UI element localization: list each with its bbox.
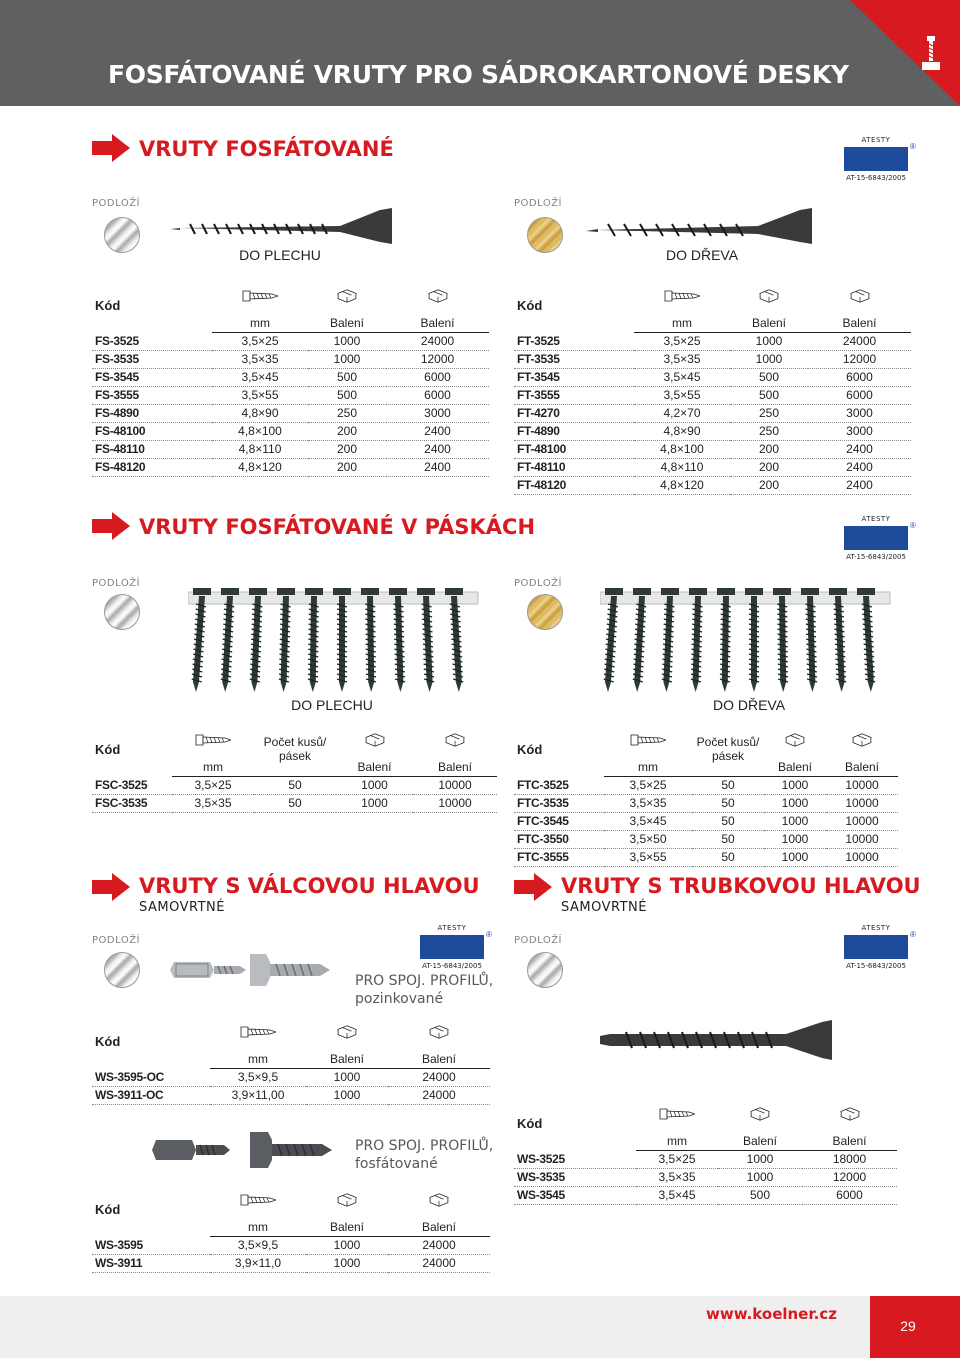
table-cell: 3,5×25 [172,776,254,794]
col-baleni: Balení [306,1218,388,1236]
table-cell: 1000 [306,1086,388,1104]
table-row [514,812,898,830]
section-arrow-icon [92,134,130,162]
table-row [514,458,911,476]
col-baleni: Balení [413,758,497,776]
box-icon [742,1106,778,1122]
table-cell: 50 [692,794,764,812]
table-row [92,1236,490,1254]
section-title: VRUTY FOSFÁTOVANÉ [139,137,394,161]
table-cell: 3000 [808,404,911,422]
product-code: FT-3525 [514,332,634,350]
product-code: FT-3535 [514,350,634,368]
table-cell: 250 [730,404,808,422]
product-code: FTC-3545 [514,812,604,830]
collated-screws-image [600,586,900,696]
table-cell: 500 [718,1186,802,1204]
table-cell: 6000 [808,368,911,386]
table-row [514,404,911,422]
left-type-label: DO PLECHU [291,697,373,713]
col-baleni: Balení [386,314,489,332]
product-table-ws-tube [514,1096,897,1205]
itb-atesty: ATESTY [861,924,891,932]
table-cell: 10000 [826,776,898,794]
table-cell: 50 [254,794,336,812]
product-table-fs [92,278,489,477]
table-cell: 1000 [308,350,386,368]
note-phosphate [355,1137,493,1173]
table-cell: 3,5×45 [634,368,730,386]
screw-image [152,1128,342,1172]
table-cell: 50 [692,830,764,848]
table-cell: 4,8×100 [634,440,730,458]
product-code: WS-3525 [514,1150,636,1168]
table-cell: 2400 [386,440,489,458]
screw-image [140,204,400,248]
table-cell: 3,5×9,5 [210,1236,306,1254]
table-row [514,1168,897,1186]
table-cell: 200 [308,458,386,476]
table-cell: 4,8×90 [212,404,308,422]
table-cell: 24000 [388,1254,490,1272]
table-cell: 3,5×55 [634,386,730,404]
carton-icon [832,1106,868,1122]
kod-header: Kód [517,297,543,313]
table-cell: 1000 [764,776,826,794]
table-cell: 1000 [764,830,826,848]
screw-icon [240,1024,276,1040]
col-mm: mm [636,1132,718,1150]
table-cell: 18000 [802,1150,897,1168]
product-table-ws-oc [92,1014,490,1105]
table-cell: 3,5×35 [634,350,730,368]
table-cell: 3,5×45 [212,368,308,386]
substrate-label: PODLOŽÍ [92,198,140,209]
col-mm: mm [634,314,730,332]
table-cell: 4,8×100 [212,422,308,440]
table-cell: 500 [730,386,808,404]
table-row [92,776,497,794]
table-cell: 3000 [386,404,489,422]
section-arrow-icon [514,873,552,901]
table-cell: 200 [730,458,808,476]
table-cell: 12000 [802,1168,897,1186]
screw-icon [242,288,278,304]
section-subtitle: SAMOVRTNÉ [561,900,647,915]
product-table-fsc [92,722,497,813]
table-row [514,368,911,386]
carton-icon [842,288,878,304]
table-cell: 1000 [336,794,413,812]
screw-icon [240,1192,276,1208]
table-cell: 3,5×35 [212,350,308,368]
substrate-label: PODLOŽÍ [514,578,562,589]
screw-image [596,1018,846,1062]
table-cell: 3,5×50 [604,830,692,848]
table-cell: 3,5×55 [604,848,692,866]
table-cell: 4,8×110 [634,458,730,476]
page-title: FOSFÁTOVANÉ VRUTY PRO SÁDROKARTONOVÉ DESKY [108,60,849,89]
col-baleni: Balení [730,314,808,332]
col-baleni: Balení [388,1218,490,1236]
box-icon [751,288,787,304]
itb-mark [844,147,908,171]
product-code: FS-3555 [92,386,212,404]
itb-logo: ATESTY AT-15-6843/2005 ® [844,515,908,565]
col-pasek: pásek [711,748,745,763]
itb-mark [844,526,908,550]
table-cell: 200 [730,476,808,494]
table-row [92,368,489,386]
product-code: FS-48120 [92,458,212,476]
table-row [514,476,911,494]
table-row [92,440,489,458]
product-code: WS-3545 [514,1186,636,1204]
table-cell: 250 [730,422,808,440]
itb-atesty: ATESTY [861,136,891,144]
table-cell: 3,9×11,0 [210,1254,306,1272]
col-pocet-kusu: Počet kusů/ [263,734,327,749]
table-cell: 10000 [826,830,898,848]
kod-header: Kód [517,1115,543,1131]
col-mm: mm [212,314,308,332]
table-cell: 3,9×11,00 [210,1086,306,1104]
table-cell: 1000 [306,1068,388,1086]
product-code: FT-48120 [514,476,634,494]
product-code: FS-3535 [92,350,212,368]
table-cell: 10000 [413,794,497,812]
table-row [514,332,911,350]
product-code: WS-3595 [92,1236,210,1254]
table-cell: 1000 [718,1150,802,1168]
table-cell: 200 [308,440,386,458]
table-cell: 3,5×45 [636,1186,718,1204]
table-cell: 3,5×25 [212,332,308,350]
itb-atesty: ATESTY [437,924,467,932]
table-row [514,386,911,404]
product-code: WS-3595-OC [92,1068,210,1086]
box-icon [777,732,813,748]
left-type-label: DO PLECHU [239,247,321,263]
right-type-label: DO DŘEVA [665,247,739,263]
page-header [0,0,960,106]
product-code: WS-3911 [92,1254,210,1272]
product-code: FS-3545 [92,368,212,386]
box-icon [357,732,393,748]
table-cell: 50 [254,776,336,794]
table-cell: 1000 [764,812,826,830]
product-code: FTC-3550 [514,830,604,848]
itb-atesty: ATESTY [861,515,891,523]
table-cell: 12000 [808,350,911,368]
product-code: FSC-3535 [92,794,172,812]
col-baleni: Balení [826,758,898,776]
table-row [92,422,489,440]
section-subtitle: SAMOVRTNÉ [139,900,225,915]
metal-substrate-icon [527,952,563,988]
table-cell: 50 [692,776,764,794]
col-pocet-kusu: Počet kusů/ [696,734,760,749]
table-cell: 4,2×70 [634,404,730,422]
col-baleni: Balení [388,1050,490,1068]
table-cell: 3,5×25 [604,776,692,794]
product-code: FT-3545 [514,368,634,386]
table-row [514,422,911,440]
table-cell: 1000 [764,794,826,812]
itb-code: AT-15-6843/2005 [846,962,906,970]
table-cell: 2400 [386,458,489,476]
table-row [514,1150,897,1168]
table-cell: 3,5×55 [212,386,308,404]
col-baleni: Balení [336,758,413,776]
table-row [92,1086,490,1104]
product-code: FTC-3535 [514,794,604,812]
table-cell: 3,5×35 [172,794,254,812]
carton-icon [420,288,456,304]
col-baleni: Balení [764,758,826,776]
col-baleni: Balení [306,1050,388,1068]
substrate-label: PODLOŽÍ [92,578,140,589]
table-cell: 50 [692,812,764,830]
product-table-ws [92,1182,490,1273]
table-cell: 10000 [826,812,898,830]
table-cell: 2400 [808,458,911,476]
note-line: PRO SPOJ. PROFILŮ, [355,973,494,989]
right-type-label: DO DŘEVA [712,697,786,713]
kod-header: Kód [95,1201,121,1217]
product-code: FTC-3555 [514,848,604,866]
table-cell: 1000 [306,1254,388,1272]
substrate-label: PODLOŽÍ [514,198,562,209]
screw-image [568,204,828,248]
table-row [92,458,489,476]
col-mm: mm [604,758,692,776]
product-code: FT-4890 [514,422,634,440]
carton-icon [437,732,473,748]
table-row [92,404,489,422]
table-cell: 2400 [386,422,489,440]
table-row [514,350,911,368]
table-row [514,830,898,848]
table-cell: 3000 [808,422,911,440]
col-baleni: Balení [718,1132,802,1150]
product-code: FSC-3525 [92,776,172,794]
note-line: pozinkované [355,991,444,1007]
table-cell: 10000 [413,776,497,794]
product-code: WS-3911-OC [92,1086,210,1104]
table-cell: 10000 [826,794,898,812]
kod-header: Kód [95,741,121,757]
col-pasek: pásek [278,748,312,763]
table-cell: 1000 [306,1236,388,1254]
table-row [92,1254,490,1272]
section-arrow-icon [92,512,130,540]
table-cell: 6000 [802,1186,897,1204]
header-corner [850,0,960,106]
screw-image [170,950,350,990]
product-code: FT-48100 [514,440,634,458]
table-cell: 500 [308,386,386,404]
table-cell: 4,8×120 [212,458,308,476]
col-mm: mm [172,758,254,776]
table-cell: 1000 [336,776,413,794]
carton-icon [421,1024,457,1040]
section-title: VRUTY FOSFÁTOVANÉ V PÁSKÁCH [139,515,536,539]
product-code: FT-4270 [514,404,634,422]
metal-substrate-icon [104,952,140,988]
product-code: FS-4890 [92,404,212,422]
product-code: FS-48100 [92,422,212,440]
wood-substrate-icon [527,594,563,630]
table-cell: 6000 [808,386,911,404]
section-title: VRUTY S VÁLCOVOU HLAVOU [139,874,480,898]
table-cell: 500 [308,368,386,386]
table-cell: 1000 [718,1168,802,1186]
col-mm: mm [210,1050,306,1068]
wood-substrate-icon [527,217,563,253]
section-title: VRUTY S TRUBKOVOU HLAVOU [561,874,921,898]
table-cell: 500 [730,368,808,386]
kod-header: Kód [517,741,543,757]
website-link[interactable]: www.koelner.cz [706,1305,837,1323]
itb-code: AT-15-6843/2005 [846,174,906,182]
table-cell: 12000 [386,350,489,368]
table-cell: 1000 [730,332,808,350]
table-cell: 3,5×25 [636,1150,718,1168]
table-cell: 3,5×35 [604,794,692,812]
note-line: fosfátované [355,1156,438,1172]
product-code: FT-3555 [514,386,634,404]
table-cell: 250 [308,404,386,422]
itb-code: AT-15-6843/2005 [846,553,906,561]
itb-mark [420,935,484,959]
col-mm: mm [210,1218,306,1236]
screw-icon [195,732,231,748]
product-code: WS-3535 [514,1168,636,1186]
table-row [92,386,489,404]
table-cell: 50 [692,848,764,866]
metal-substrate-icon [104,594,140,630]
note-zinc [355,972,493,1008]
table-cell: 4,8×120 [634,476,730,494]
table-cell: 2400 [808,476,911,494]
kod-header: Kód [95,1033,121,1049]
table-cell: 3,5×35 [636,1168,718,1186]
carton-icon [421,1192,457,1208]
table-cell: 1000 [764,848,826,866]
product-code: FT-48110 [514,458,634,476]
box-icon [329,288,365,304]
fastener-icon [920,36,942,70]
table-cell: 3,5×25 [634,332,730,350]
col-baleni: Balení [802,1132,897,1150]
table-row [92,350,489,368]
product-table-ftc [514,722,898,867]
product-code: FS-48110 [92,440,212,458]
collated-screws-image [188,586,488,696]
table-cell: 24000 [388,1236,490,1254]
table-cell: 200 [730,440,808,458]
col-baleni: Balení [308,314,386,332]
table-cell: 6000 [386,368,489,386]
table-cell: 6000 [386,386,489,404]
table-row [514,794,898,812]
table-cell: 4,8×90 [634,422,730,440]
table-cell: 10000 [826,848,898,866]
substrate-label: PODLOŽÍ [92,935,140,946]
col-baleni: Balení [808,314,911,332]
itb-code: AT-15-6843/2005 [422,962,482,970]
carton-icon [844,732,880,748]
product-code: FTC-3525 [514,776,604,794]
itb-logo: ATESTY AT-15-6843/2005 ® [420,924,484,974]
itb-logo: ATESTY AT-15-6843/2005 ® [844,924,908,974]
itb-mark [844,935,908,959]
table-cell: 200 [308,422,386,440]
table-row [92,1068,490,1086]
table-cell: 1000 [730,350,808,368]
box-icon [329,1192,365,1208]
table-row [92,332,489,350]
screw-icon [630,732,666,748]
table-cell: 24000 [808,332,911,350]
table-row [514,776,898,794]
table-cell: 24000 [386,332,489,350]
table-cell: 24000 [388,1068,490,1086]
screw-icon [664,288,700,304]
table-cell: 1000 [308,332,386,350]
note-line: PRO SPOJ. PROFILŮ, [355,1138,494,1154]
table-row [92,794,497,812]
table-row [514,848,898,866]
table-row [514,1186,897,1204]
table-cell: 4,8×110 [212,440,308,458]
substrate-label: PODLOŽÍ [514,935,562,946]
itb-logo: ATESTY AT-15-6843/2005 ® [844,136,908,186]
table-cell: 2400 [808,440,911,458]
kod-header: Kód [95,297,121,313]
table-cell: 3,5×45 [604,812,692,830]
table-cell: 3,5×9,5 [210,1068,306,1086]
box-icon [329,1024,365,1040]
table-cell: 24000 [388,1086,490,1104]
metal-substrate-icon [104,217,140,253]
product-table-ft [514,278,911,495]
section-arrow-icon [92,873,130,901]
table-row [514,440,911,458]
page-number: 29 [900,1318,916,1334]
product-code: FS-3525 [92,332,212,350]
screw-icon [659,1106,695,1122]
